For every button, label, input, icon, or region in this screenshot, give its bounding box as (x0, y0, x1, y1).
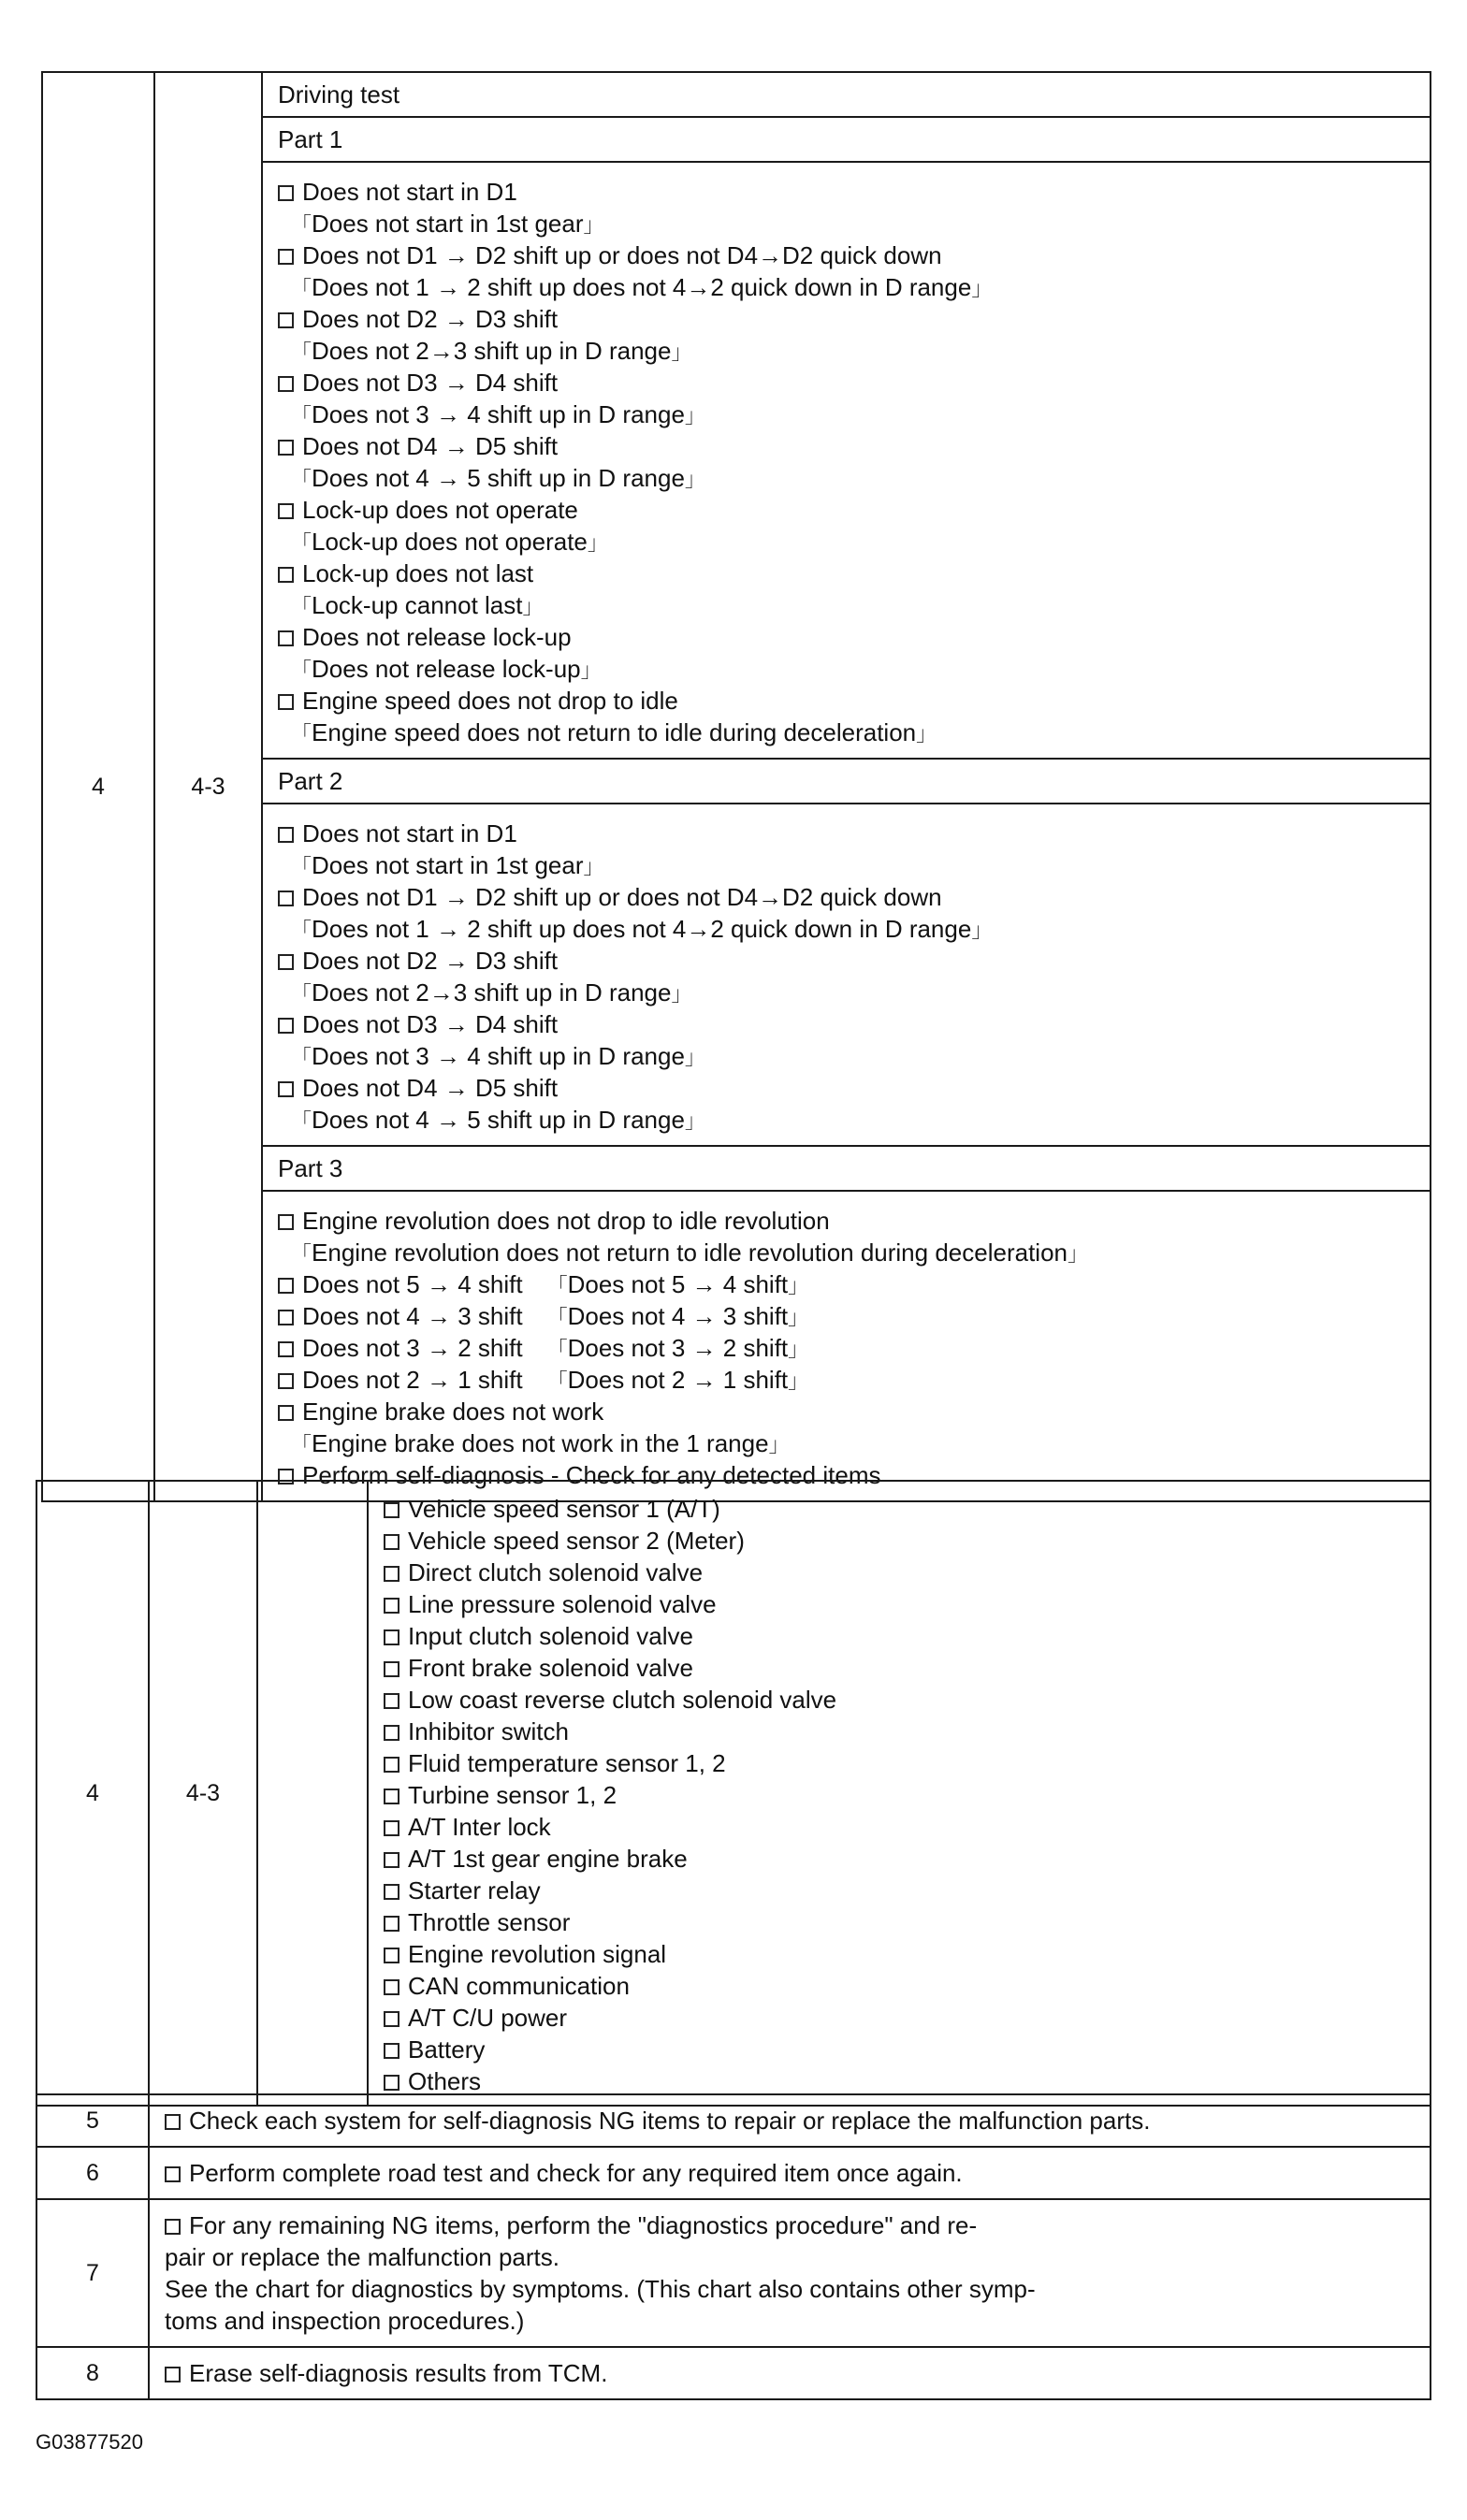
checkbox[interactable] (278, 827, 294, 843)
checklist-item (384, 1557, 1430, 1588)
checklist-item (384, 1684, 1430, 1716)
checkbox[interactable] (384, 1948, 399, 1963)
checklist-note: 「Does not 2→3 shift up in D range」 (291, 337, 692, 365)
checklist-item (384, 1620, 1430, 1652)
procedure-step-row (36, 2347, 1431, 2399)
checklist-item (384, 1779, 1430, 1811)
checkbox[interactable] (165, 2114, 181, 2130)
checklist-item-label: Does not release lock-up (302, 623, 572, 651)
checklist-note: 「Does not 4 → 5 shift up in D range」 (291, 464, 705, 492)
checklist-item (384, 2034, 1430, 2065)
checkbox[interactable] (384, 1757, 399, 1773)
checklist-item-label: Lock-up does not operate (302, 496, 578, 524)
checklist-item-label: Does not D2 → D3 shift (302, 305, 559, 333)
checklist-item: Perform self-diagnosis - Check for any detected items (278, 1459, 1430, 1491)
checklist-item-label: Does not D4 → D5 shift (302, 432, 559, 460)
checklist-item (384, 1588, 1430, 1620)
checklist-item (384, 1493, 1430, 1525)
checkbox[interactable] (278, 1278, 294, 1294)
checklist-note: 「Lock-up cannot last」 (291, 591, 544, 619)
checklist-item (278, 176, 1430, 208)
driving-test-title: Driving test (262, 72, 1431, 117)
checklist-item (278, 818, 1430, 849)
step-description (149, 2094, 1431, 2147)
checklist-item (384, 1970, 1430, 2002)
checklist-item-label: Input clutch solenoid valve (408, 1622, 693, 1650)
checklist-item (384, 1652, 1430, 1684)
checkbox[interactable] (165, 2367, 181, 2382)
step-number: 6 (36, 2147, 149, 2199)
step-number: 8 (36, 2347, 149, 2399)
checklist-item-label: Lock-up does not last (302, 559, 534, 587)
step-text-line: See the chart for diagnostics by symptoms. (This chart also contains other symp- (165, 2275, 1036, 2303)
step-number-cell (36, 1481, 149, 2106)
step-number: 5 (36, 2094, 149, 2147)
checklist-item-label: Does not D1 → D2 shift up or does not D4→D2 quick down (302, 883, 942, 911)
checkbox[interactable] (384, 1566, 399, 1582)
step-text-line: Perform complete road test and check for any required item once again. (165, 2157, 1430, 2189)
substep-number: 4-3 (185, 1779, 221, 1806)
checklist-item-label: Battery (408, 2035, 486, 2064)
checklist-item (278, 1008, 1430, 1040)
checklist-item (278, 558, 1430, 589)
checklist-item (384, 1716, 1430, 1747)
checklist-item-label: Does not start in D1 (302, 819, 517, 847)
step-description (149, 2147, 1431, 2199)
checkbox[interactable] (278, 954, 294, 970)
checklist-item (278, 881, 1430, 913)
checklist-item-label: A/T C/U power (408, 2004, 568, 2032)
step-text-line: Erase self-diagnosis results from TCM. (165, 2357, 1430, 2389)
step-description (149, 2199, 1431, 2347)
procedure-step-row (36, 2147, 1431, 2199)
checklist-item (384, 1525, 1430, 1557)
part3-checklist (262, 1191, 1431, 1501)
checkbox[interactable] (278, 312, 294, 328)
checkbox[interactable] (278, 567, 294, 583)
checkbox[interactable] (278, 376, 294, 392)
checklist-item-label: Direct clutch solenoid valve (408, 1558, 704, 1586)
checklist-item-label: Turbine sensor 1, 2 (408, 1781, 617, 1809)
substep-number: 4-3 (191, 773, 225, 800)
checklist-item-label: Does not D3 → D4 shift (302, 1010, 559, 1038)
checklist-item-label: Does not D4 → D5 shift (302, 1074, 559, 1102)
procedure-steps-table (36, 2093, 1431, 2400)
checkbox[interactable] (384, 2011, 399, 2027)
checklist-item-label: Starter relay (408, 1876, 541, 1904)
step-text-line: For any remaining NG items, perform the "diagnostics procedure" and re- (165, 2209, 1430, 2241)
procedure-step-row (36, 2199, 1431, 2347)
checkbox[interactable] (384, 1693, 399, 1709)
step-number: 4 (92, 773, 105, 800)
checklist-item (278, 303, 1430, 335)
checklist-item-label: Others (408, 2067, 482, 2095)
step-number: 4 (86, 1779, 99, 1806)
self-diagnosis-items-table (36, 1480, 1431, 2107)
checkbox[interactable] (278, 503, 294, 519)
checklist-note: 「Engine speed does not return to idle during deceleration」 (291, 718, 937, 746)
substep-number-cell (149, 1481, 257, 2106)
checklist-item (384, 1875, 1430, 1906)
checklist-item (278, 1072, 1430, 1104)
checkbox[interactable] (384, 1789, 399, 1804)
checklist-item-label: Does not start in D1 (302, 178, 517, 206)
checkbox[interactable] (384, 1629, 399, 1645)
substep-number-cell (154, 72, 262, 1501)
checklist-item (278, 239, 1430, 271)
checklist-item (278, 367, 1430, 398)
checklist-item: Does not 5 → 4 shift 「Does not 5 → 4 shift」 (278, 1268, 1430, 1300)
checkbox[interactable] (384, 1661, 399, 1677)
checklist-item-label: Engine speed does not drop to idle (302, 687, 678, 715)
checklist-note: 「Does not release lock-up」 (291, 655, 602, 683)
checklist-item-label: Fluid temperature sensor 1, 2 (408, 1749, 726, 1777)
checklist-item (278, 685, 1430, 717)
checkbox[interactable] (384, 2043, 399, 2059)
checkbox[interactable] (278, 440, 294, 456)
checklist-item-label: Line pressure solenoid valve (408, 1590, 717, 1618)
checkbox[interactable] (384, 2075, 399, 2091)
part1-checklist (262, 162, 1431, 759)
checkbox[interactable] (165, 2219, 181, 2235)
checklist-item (278, 430, 1430, 462)
checklist-note: 「Does not 1 → 2 shift up does not 4→2 quick down in D range」 (291, 273, 993, 301)
checklist-item-label: Does not D2 → D3 shift (302, 947, 559, 975)
checklist-note: 「Does not 4 → 5 shift up in D range」 (291, 1106, 705, 1134)
step-text-line: Check each system for self-diagnosis NG items to repair or replace the malfunction parts. (165, 2105, 1430, 2136)
checklist-note: 「Does not start in 1st gear」 (291, 210, 604, 238)
checklist-item-label: A/T Inter lock (408, 1813, 551, 1841)
procedure-step-row (36, 2094, 1431, 2147)
checklist-note: 「Lock-up does not operate」 (291, 528, 608, 556)
checkbox[interactable] (278, 1405, 294, 1421)
checklist-item-label: Does not D1 → D2 shift up or does not D4→D2 quick down (302, 241, 942, 269)
step-description (149, 2347, 1431, 2399)
checklist-note: 「Does not 1 → 2 shift up does not 4→2 quick down in D range」 (291, 915, 993, 943)
checkbox[interactable] (384, 1534, 399, 1550)
driving-test-table (41, 71, 1431, 1502)
checklist-item (384, 2065, 1430, 2097)
checklist-item-label: Inhibitor switch (408, 1717, 569, 1745)
checkbox[interactable] (384, 1725, 399, 1741)
part3-label: Part 3 (262, 1146, 1431, 1191)
checklist-item-label: CAN communication (408, 1972, 630, 2000)
step-text-line: pair or replace the malfunction parts. (165, 2243, 559, 2271)
checkbox[interactable] (278, 1341, 294, 1357)
checklist-item (384, 1811, 1430, 1843)
checkbox[interactable] (384, 1916, 399, 1932)
checkbox[interactable] (278, 1081, 294, 1097)
checkbox[interactable] (278, 1373, 294, 1389)
checklist-item (384, 1938, 1430, 1970)
checkbox[interactable] (278, 891, 294, 906)
part1-label: Part 1 (262, 117, 1431, 162)
part2-label: Part 2 (262, 759, 1431, 804)
checklist-item (384, 1906, 1430, 1938)
checklist-item: Does not 4 → 3 shift 「Does not 4 → 3 shift」 (278, 1300, 1430, 1332)
checkbox[interactable] (278, 1018, 294, 1034)
checklist-item (278, 494, 1430, 526)
checklist-item (278, 945, 1430, 977)
checklist-item-label: Vehicle speed sensor 1 (A/T) (408, 1495, 720, 1523)
checklist-note: 「Engine revolution does not return to idle revolution during deceleration」 (291, 1238, 1088, 1267)
checkbox[interactable] (384, 1820, 399, 1836)
checkbox[interactable] (384, 1598, 399, 1614)
figure-id: G03877520 (36, 2430, 143, 2454)
checkbox[interactable] (278, 1214, 294, 1230)
checklist-item (384, 1843, 1430, 1875)
part2-checklist (262, 804, 1431, 1146)
checklist-item-label: Engine revolution signal (408, 1940, 667, 1968)
checklist-item-label: Vehicle speed sensor 2 (Meter) (408, 1527, 745, 1555)
checklist-note: 「Does not 2→3 shift up in D range」 (291, 978, 692, 1007)
checklist-note: 「Does not start in 1st gear」 (291, 851, 604, 879)
checklist-item (384, 2002, 1430, 2034)
diagnosis-item-list (368, 1481, 1431, 2106)
checklist-item: Does not 2 → 1 shift 「Does not 2 → 1 shift」 (278, 1364, 1430, 1396)
checklist-item: Engine revolution does not drop to idle revolution (278, 1205, 1430, 1237)
checklist-item-label: Front brake solenoid valve (408, 1654, 693, 1682)
checklist-item-label: Does not D3 → D4 shift (302, 369, 559, 397)
checklist-item: Engine brake does not work (278, 1396, 1430, 1427)
checkbox[interactable] (278, 694, 294, 710)
step-text-line: toms and inspection procedures.) (165, 2307, 525, 2335)
checklist-item-label: Throttle sensor (408, 1908, 571, 1936)
checklist-item-label: A/T 1st gear engine brake (408, 1845, 688, 1873)
checklist-item: Does not 3 → 2 shift 「Does not 3 → 2 shift」 (278, 1332, 1430, 1364)
checkbox[interactable] (278, 630, 294, 646)
checkbox[interactable] (165, 2166, 181, 2182)
checkbox[interactable] (278, 1310, 294, 1325)
checklist-item-label: Low coast reverse clutch solenoid valve (408, 1686, 837, 1714)
checkbox[interactable] (384, 1884, 399, 1900)
checkbox[interactable] (384, 1979, 399, 1995)
checklist-note: 「Does not 3 → 4 shift up in D range」 (291, 400, 705, 428)
checklist-item (384, 1747, 1430, 1779)
checklist-note: 「Engine brake does not work in the 1 range」 (291, 1429, 790, 1457)
checkbox[interactable] (278, 249, 294, 265)
step-number-cell (42, 72, 154, 1501)
checklist-item (278, 621, 1430, 653)
checkbox[interactable] (384, 1502, 399, 1518)
checkbox[interactable] (384, 1852, 399, 1868)
empty-cell (257, 1481, 368, 2106)
step-number: 7 (36, 2199, 149, 2347)
checkbox[interactable] (278, 185, 294, 201)
checklist-note: 「Does not 3 → 4 shift up in D range」 (291, 1042, 705, 1070)
